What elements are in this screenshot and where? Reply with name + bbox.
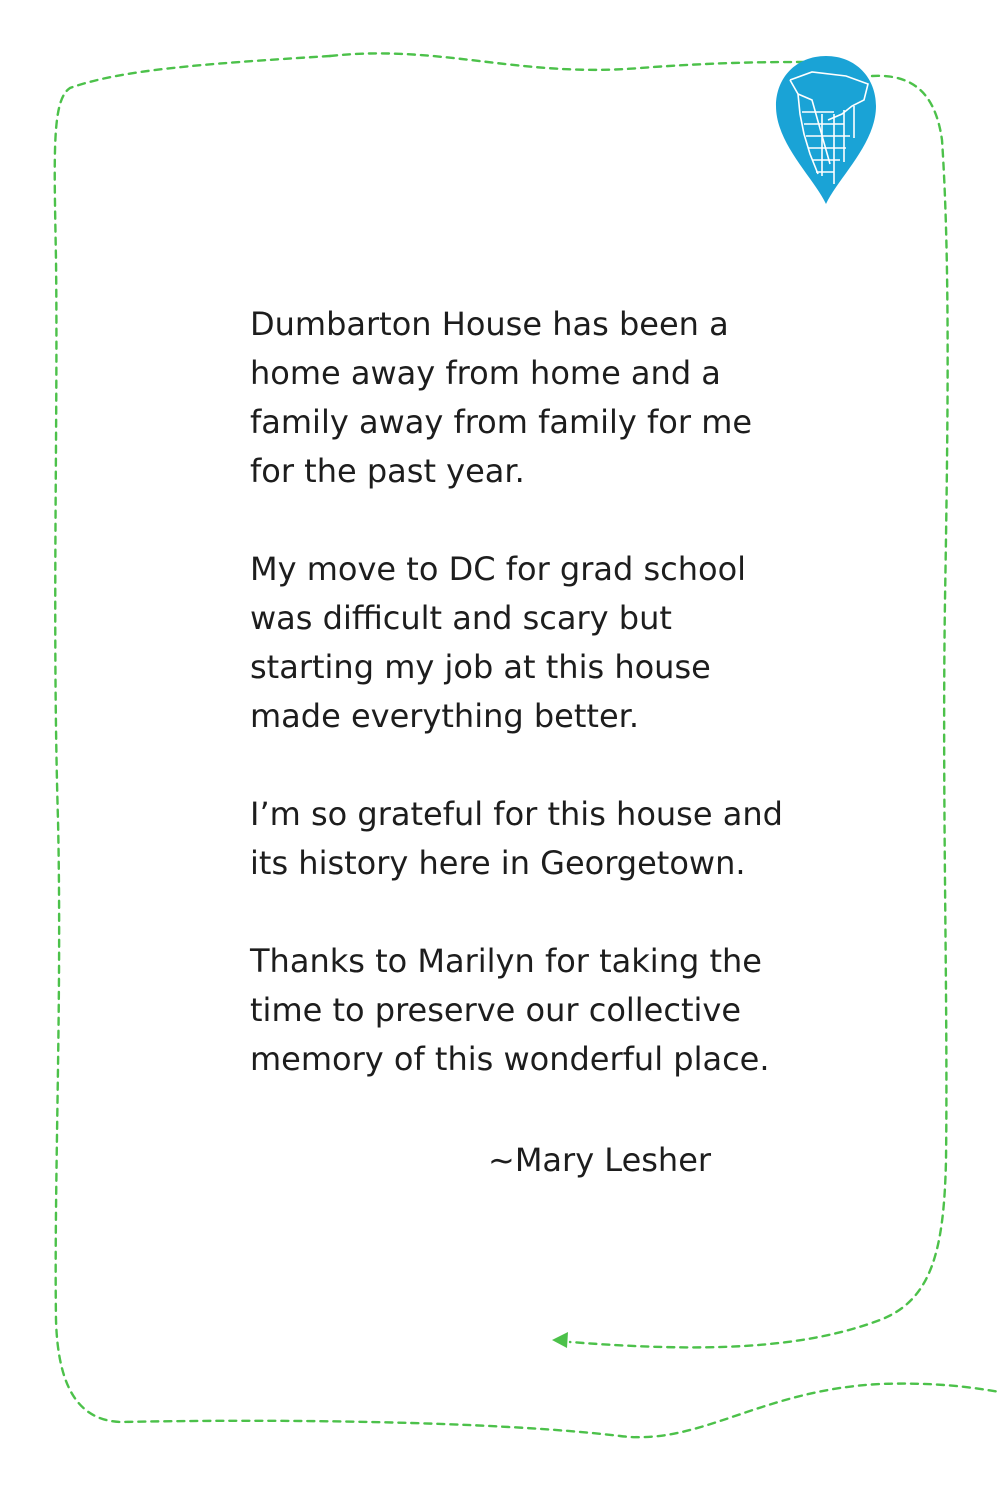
arrowhead-icon xyxy=(552,1332,568,1348)
text-line: its history here in Georgetown. xyxy=(250,844,746,882)
text-line: memory of this wonderful place. xyxy=(250,1040,770,1078)
map-pin-icon xyxy=(772,54,880,206)
paragraph-1 xyxy=(250,300,890,496)
paragraph-2 xyxy=(250,545,890,741)
signature: ~Mary Lesher xyxy=(488,1141,712,1179)
dashed-border-top-path xyxy=(330,53,812,69)
pin-shape xyxy=(776,56,876,204)
text-line: home away from home and a xyxy=(250,354,721,392)
text-line: My move to DC for grad school xyxy=(250,550,747,588)
paragraph-4 xyxy=(250,937,890,1084)
letter-body xyxy=(250,300,890,1133)
text-line: time to preserve our collective xyxy=(250,991,742,1029)
text-line: was difficult and scary but xyxy=(250,599,672,637)
text-line: for the past year. xyxy=(250,452,525,490)
text-line: starting my job at this house xyxy=(250,648,711,686)
text-line: family away from family for me xyxy=(250,403,753,441)
text-line: Thanks to Marilyn for taking the xyxy=(250,942,762,980)
text-line: made everything better. xyxy=(250,697,640,735)
text-line: I’m so grateful for this house and xyxy=(250,795,783,833)
paragraph-3 xyxy=(250,790,890,888)
text-line: Dumbarton House has been a xyxy=(250,305,729,343)
